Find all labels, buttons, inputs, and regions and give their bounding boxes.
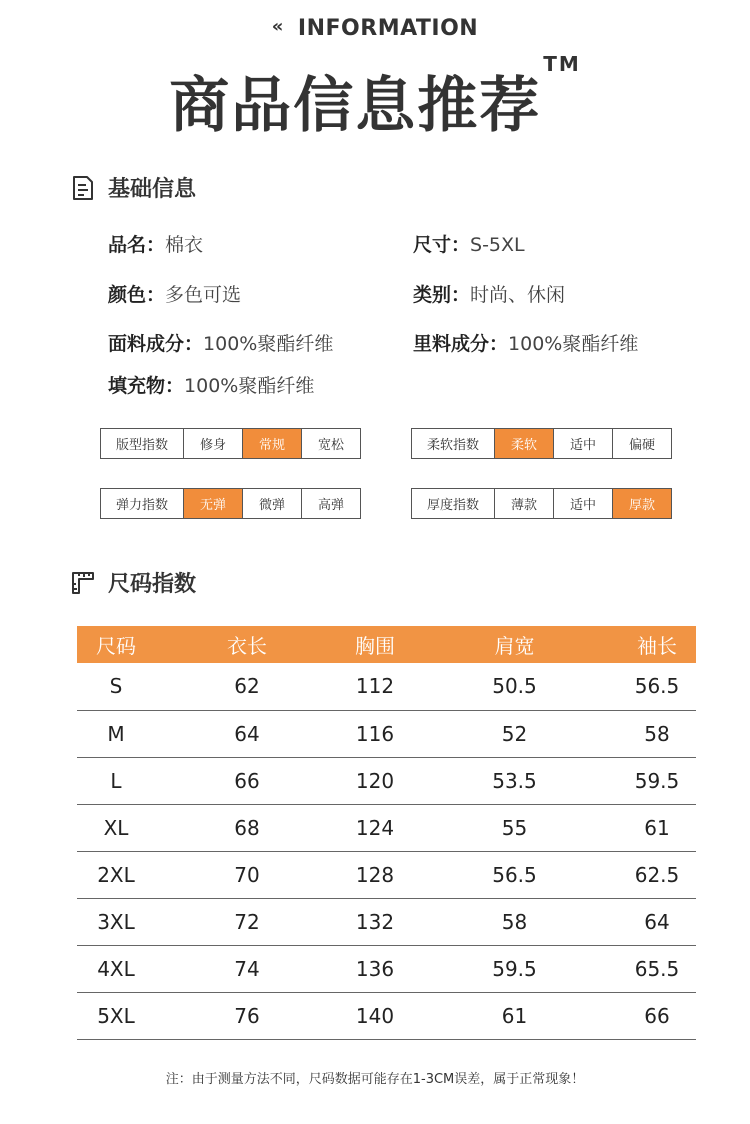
info-key: 颜色：	[108, 284, 166, 306]
info-item-category	[413, 280, 565, 307]
table-cell: 132	[339, 898, 411, 945]
info-value: 棉衣	[165, 234, 204, 256]
table-cell: 66	[618, 992, 696, 1039]
table-row	[77, 663, 696, 710]
table-cell: 56.5	[411, 851, 618, 898]
table-cell: 74	[155, 945, 339, 992]
info-item-size	[413, 230, 525, 257]
size-table-header	[77, 626, 696, 663]
table-cell: 4XL	[77, 945, 155, 992]
table-cell: 116	[339, 710, 411, 757]
scale-option: 微弹	[242, 489, 301, 518]
scale-label: 厚度指数	[426, 498, 479, 513]
table-row	[77, 757, 696, 804]
scale-softness	[411, 428, 672, 459]
info-key: 里料成分：	[413, 333, 509, 355]
table-cell: 50.5	[411, 663, 618, 710]
table-cell: 64	[155, 710, 339, 757]
table-cell: 76	[155, 992, 339, 1039]
table-row	[77, 898, 696, 945]
subtitle-text: INFORMATION	[297, 16, 479, 41]
table-cell: M	[77, 710, 155, 757]
table-cell: 53.5	[411, 757, 618, 804]
table-cell: 136	[339, 945, 411, 992]
title-text: 商品信息推荐	[169, 71, 542, 141]
table-cell: XL	[77, 804, 155, 851]
info-value: 100%聚酯纤维	[203, 333, 334, 355]
table-cell: 52	[411, 710, 618, 757]
page-title	[0, 52, 750, 144]
table-row	[77, 851, 696, 898]
info-item-filling	[108, 371, 314, 398]
scale-thickness	[411, 488, 672, 519]
table-row	[77, 992, 696, 1039]
scale-option: 适中	[553, 489, 612, 518]
table-cell: 68	[155, 804, 339, 851]
scale-option-selected: 无弹	[183, 489, 242, 518]
table-row	[77, 945, 696, 992]
ruler-icon	[70, 570, 96, 596]
table-cell: 55	[411, 804, 618, 851]
scale-label: 柔软指数	[426, 438, 479, 453]
table-cell: 72	[155, 898, 339, 945]
size-heading	[70, 567, 196, 598]
table-cell: 65.5	[618, 945, 696, 992]
column-header: 尺码	[77, 626, 155, 663]
table-cell: 124	[339, 804, 411, 851]
table-cell: 5XL	[77, 992, 155, 1039]
table-cell: 61	[618, 804, 696, 851]
size-label: 尺码指数	[108, 572, 197, 597]
table-cell: 58	[411, 898, 618, 945]
table-cell: 59.5	[411, 945, 618, 992]
trademark-mark: TM	[543, 52, 581, 76]
table-cell: 59.5	[618, 757, 696, 804]
table-cell: 61	[411, 992, 618, 1039]
scale-option: 高弹	[301, 489, 360, 518]
info-value: 多色可选	[165, 284, 242, 306]
info-key: 品名：	[108, 234, 166, 256]
scale-fit	[100, 428, 361, 459]
column-header: 衣长	[155, 626, 339, 663]
scale-label: 弹力指数	[115, 498, 168, 513]
table-row	[77, 710, 696, 757]
info-item-fabric	[108, 329, 333, 356]
table-cell: 112	[339, 663, 411, 710]
scale-option-selected: 常规	[242, 429, 301, 458]
table-cell: S	[77, 663, 155, 710]
scale-elasticity	[100, 488, 361, 519]
column-header: 袖长	[618, 626, 696, 663]
basic-info-label: 基础信息	[108, 177, 197, 202]
info-key: 面料成分：	[108, 333, 204, 355]
table-cell: L	[77, 757, 155, 804]
section-subtitle	[0, 16, 750, 41]
size-table	[77, 626, 696, 1040]
info-item-name	[108, 230, 203, 257]
table-cell: 120	[339, 757, 411, 804]
scale-option: 宽松	[301, 429, 360, 458]
column-header: 胸围	[339, 626, 411, 663]
basic-info-heading	[70, 172, 196, 203]
table-cell: 64	[618, 898, 696, 945]
column-header: 肩宽	[411, 626, 618, 663]
info-item-color	[108, 280, 241, 307]
table-cell: 62	[155, 663, 339, 710]
info-key: 尺寸：	[413, 234, 471, 256]
scale-option: 修身	[183, 429, 242, 458]
scale-option: 偏硬	[612, 429, 671, 458]
table-row	[77, 804, 696, 851]
table-cell: 128	[339, 851, 411, 898]
info-value: 100%聚酯纤维	[184, 375, 315, 397]
info-item-lining	[413, 329, 638, 356]
info-value: 100%聚酯纤维	[508, 333, 639, 355]
table-cell: 58	[618, 710, 696, 757]
table-cell: 140	[339, 992, 411, 1039]
info-key: 类别：	[413, 284, 471, 306]
scale-option-selected: 厚款	[612, 489, 671, 518]
info-key: 填充物：	[108, 375, 185, 397]
double-chevron-left-icon: «	[271, 16, 284, 37]
measurement-note: 注：由于测量方法不同，尺码数据可能存在1-3CM误差，属于正常现象！	[165, 1072, 585, 1087]
table-cell: 56.5	[618, 663, 696, 710]
scale-option-selected: 柔软	[494, 429, 553, 458]
document-icon	[70, 175, 96, 201]
scale-option: 适中	[553, 429, 612, 458]
table-cell: 70	[155, 851, 339, 898]
table-cell: 2XL	[77, 851, 155, 898]
info-value: S-5XL	[470, 234, 525, 256]
scale-label: 版型指数	[115, 438, 168, 453]
info-value: 时尚、休闲	[470, 284, 566, 306]
table-cell: 3XL	[77, 898, 155, 945]
scale-option: 薄款	[494, 489, 553, 518]
table-cell: 66	[155, 757, 339, 804]
table-cell: 62.5	[618, 851, 696, 898]
